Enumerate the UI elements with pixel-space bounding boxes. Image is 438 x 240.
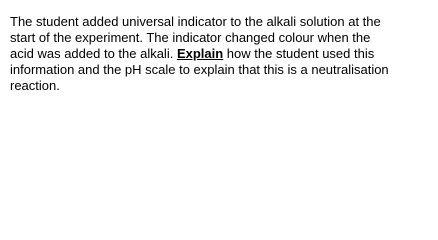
question-line-3-end: how the student used this (223, 46, 375, 61)
question-line-1: The student added universal indicator to the alkali solution at the (10, 14, 381, 29)
command-word-explain: Explain (176, 46, 224, 61)
question-line-5: reaction. (10, 78, 60, 93)
question-line-3-start: acid was added to the alkali. (10, 46, 177, 61)
question-line-3 (10, 46, 434, 62)
question-line-4: information and the pH scale to explain that this is a neutralisation (10, 62, 389, 77)
question-line-2: start of the experiment. The indicator changed colour when the (10, 30, 371, 45)
question-text (10, 14, 434, 94)
